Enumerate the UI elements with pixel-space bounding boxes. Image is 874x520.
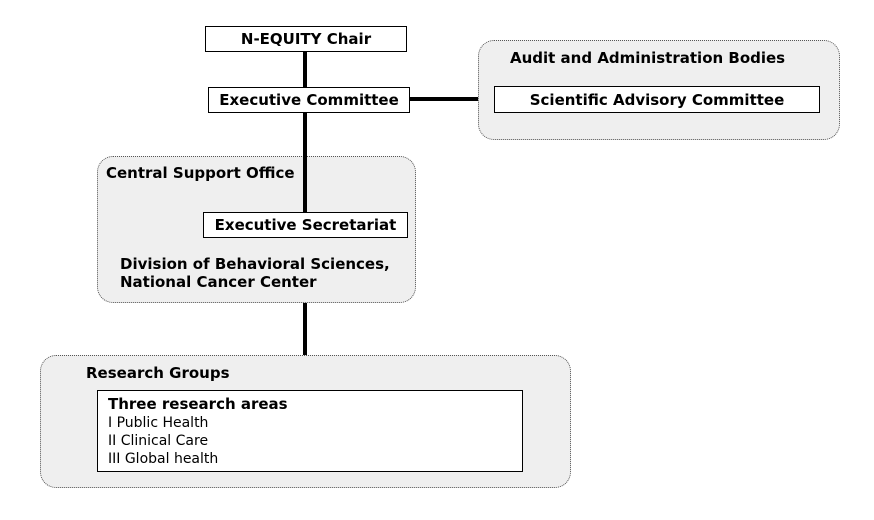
executive-committee-box: Executive Committee	[208, 87, 410, 113]
connector-chair-exec	[303, 52, 307, 88]
scientific-advisory-committee-box: Scientific Advisory Committee	[494, 86, 820, 113]
research-areas-box	[97, 390, 523, 472]
connector-office-research	[303, 303, 307, 355]
executive-secretariat-box: Executive Secretariat	[203, 212, 408, 238]
n-equity-chair-box: N-EQUITY Chair	[205, 26, 407, 52]
research-groups-title: Research Groups	[86, 364, 230, 382]
research-area-item: II Clinical Care	[108, 433, 209, 449]
research-area-item: I Public Health	[108, 415, 209, 431]
research-areas-heading: Three research areas	[108, 395, 288, 413]
division-label-line1: Division of Behavioral Sciences,	[120, 255, 390, 273]
connector-exec-secretariat	[303, 112, 307, 212]
research-area-item: III Global health	[108, 451, 219, 467]
division-label-line2: National Cancer Center	[120, 273, 317, 291]
audit-administration-title: Audit and Administration Bodies	[510, 49, 786, 67]
central-support-office-title: Central Support Office	[106, 164, 295, 182]
